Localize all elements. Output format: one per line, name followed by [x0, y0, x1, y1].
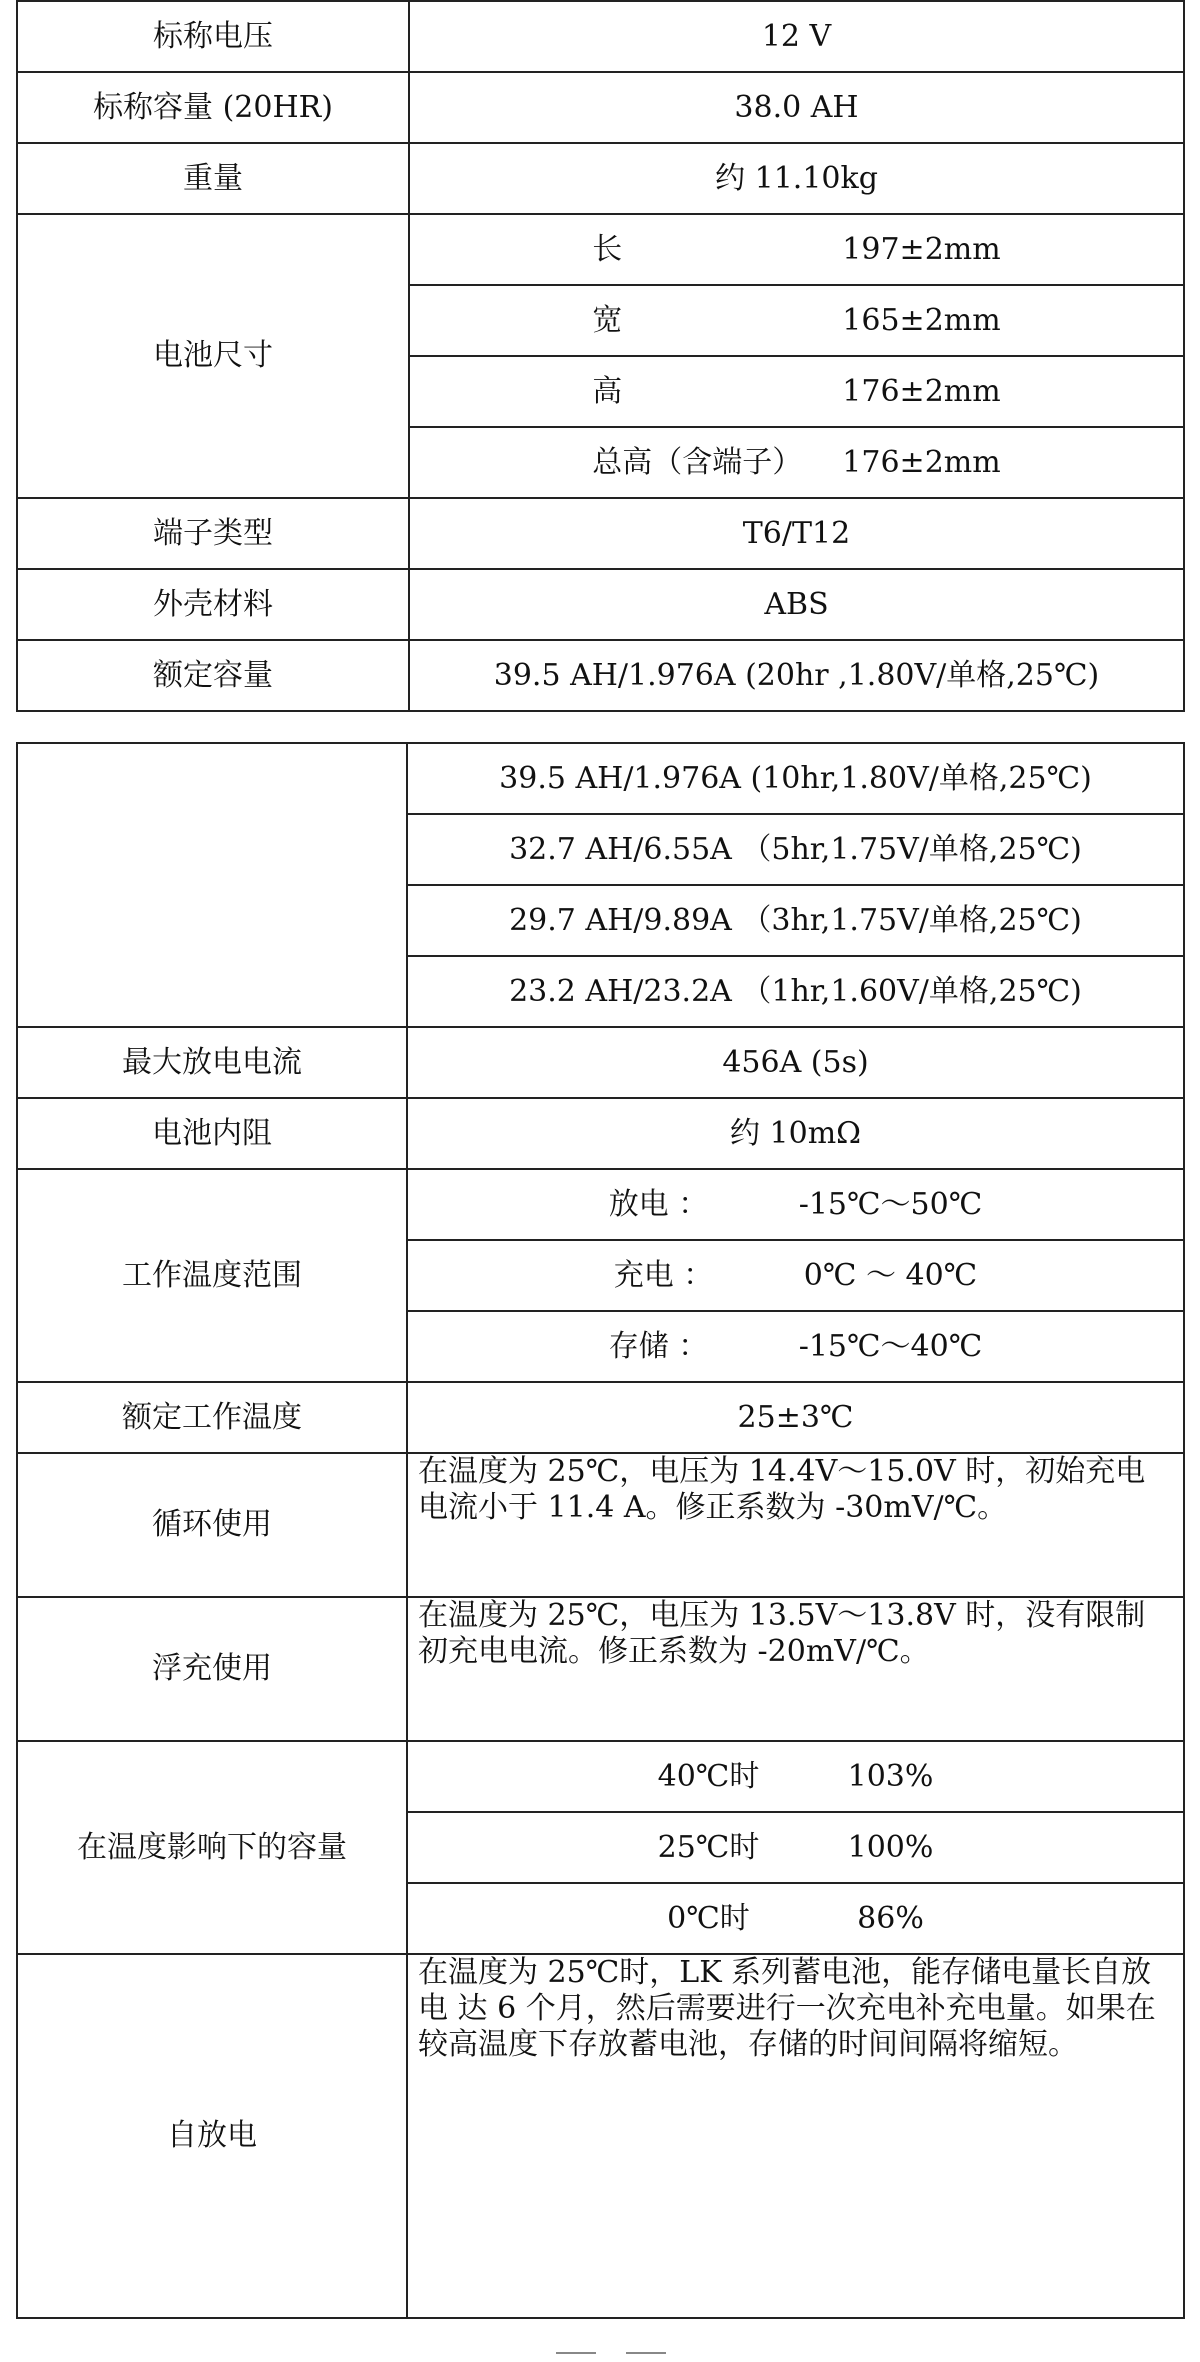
spec-label: 标称电压 — [17, 1, 409, 72]
dimension-cell — [409, 356, 1184, 427]
temp-mode: 存储 ： — [608, 1328, 709, 1364]
temp-range: -15℃～40℃ — [798, 1328, 983, 1364]
spec-label: 端子类型 — [17, 498, 409, 569]
table-row — [17, 143, 1184, 214]
spec-value: ABS — [409, 569, 1184, 640]
temp-mode: 放电 ： — [608, 1186, 709, 1222]
table-row — [17, 72, 1184, 143]
edge-mark — [556, 2352, 596, 2354]
dimension-cell — [409, 214, 1184, 285]
temp-capacity-cell — [407, 1741, 1184, 1812]
operating-temp-label: 工作温度范围 — [17, 1169, 407, 1382]
dimensions-label: 电池尺寸 — [17, 214, 409, 498]
table-row — [17, 569, 1184, 640]
spec-label: 自放电 — [17, 1954, 407, 2318]
table-row — [17, 1597, 1184, 1741]
temp-range: 0℃ ～ 40℃ — [803, 1257, 978, 1293]
rated-capacity-value: 32.7 AH/6.55A （5hr,1.75V/单格,25℃) — [407, 814, 1184, 885]
capacity-temp: 25℃时 — [657, 1829, 760, 1865]
dimension-name: 宽 — [592, 302, 623, 338]
capacity-percent: 103% — [847, 1758, 934, 1794]
table-row — [17, 640, 1184, 711]
capacity-temp: 0℃时 — [667, 1900, 750, 1936]
table-row — [17, 498, 1184, 569]
spec-value: 12 V — [409, 1, 1184, 72]
table-row — [17, 1, 1184, 72]
cycle-use-text: 在温度为 25℃，电压为 14.4V～15.0V 时，初始充电电流小于 11.4 A。修正系数为 -30mV/℃。 — [407, 1453, 1184, 1597]
temp-capacity-label: 在温度影响下的容量 — [17, 1741, 407, 1954]
temp-capacity-cell — [407, 1812, 1184, 1883]
spec-value: 456A (5s) — [407, 1027, 1184, 1098]
battery-spec-table-part1 — [16, 0, 1185, 712]
spec-value: 约 11.10kg — [409, 143, 1184, 214]
table-row — [17, 1453, 1184, 1597]
rated-capacity-value: 39.5 AH/1.976A (10hr,1.80V/单格,25℃) — [407, 743, 1184, 814]
temp-range-cell — [407, 1240, 1184, 1311]
float-use-text: 在温度为 25℃，电压为 13.5V～13.8V 时，没有限制初充电电流。修正系数为 -20mV/℃。 — [407, 1597, 1184, 1741]
temp-mode: 充电 ： — [613, 1257, 714, 1293]
rated-capacity-value: 29.7 AH/9.89A （3hr,1.75V/单格,25℃) — [407, 885, 1184, 956]
page-edge-marks — [16, 2350, 1183, 2362]
temp-capacity-cell — [407, 1883, 1184, 1954]
dimension-name: 总高（含端子） — [592, 444, 803, 480]
spec-value: 39.5 AH/1.976A (20hr ,1.80V/单格,25℃) — [409, 640, 1184, 711]
dimension-name: 高 — [592, 373, 623, 409]
dimension-cell — [409, 427, 1184, 498]
spec-value: 38.0 AH — [409, 72, 1184, 143]
table-row — [17, 743, 1184, 814]
dimension-name: 长 — [592, 231, 623, 267]
spec-label: 最大放电电流 — [17, 1027, 407, 1098]
spec-label: 标称容量 (20HR) — [17, 72, 409, 143]
table-row — [17, 1741, 1184, 1812]
rated-capacity-continued-label — [17, 743, 407, 1027]
table-row — [17, 1027, 1184, 1098]
edge-mark — [626, 2352, 666, 2354]
spec-label: 重量 — [17, 143, 409, 214]
capacity-temp: 40℃时 — [657, 1758, 760, 1794]
table-row — [17, 1382, 1184, 1453]
spec-label: 循环使用 — [17, 1453, 407, 1597]
temp-range: -15℃～50℃ — [798, 1186, 983, 1222]
table-row — [17, 1954, 1184, 2318]
spec-label: 外壳材料 — [17, 569, 409, 640]
spec-value: T6/T12 — [409, 498, 1184, 569]
temp-range-cell — [407, 1311, 1184, 1382]
battery-spec-table-part2 — [16, 742, 1185, 2319]
table-row — [17, 214, 1184, 285]
temp-range-cell — [407, 1169, 1184, 1240]
table-row — [17, 1098, 1184, 1169]
spec-label: 额定容量 — [17, 640, 409, 711]
spec-label: 额定工作温度 — [17, 1382, 407, 1453]
rated-capacity-value: 23.2 AH/23.2A （1hr,1.60V/单格,25℃) — [407, 956, 1184, 1027]
spec-label: 浮充使用 — [17, 1597, 407, 1741]
dimension-value: 197±2mm — [842, 231, 1001, 267]
dimension-value: 165±2mm — [842, 302, 1001, 338]
spec-label: 电池内阻 — [17, 1098, 407, 1169]
dimension-value: 176±2mm — [842, 373, 1001, 409]
spec-value: 约 10mΩ — [407, 1098, 1184, 1169]
dimension-cell — [409, 285, 1184, 356]
capacity-percent: 86% — [857, 1900, 924, 1936]
table-row — [17, 1169, 1184, 1240]
dimension-value: 176±2mm — [842, 444, 1001, 480]
spec-value: 25±3℃ — [407, 1382, 1184, 1453]
capacity-percent: 100% — [847, 1829, 934, 1865]
self-discharge-text: 在温度为 25℃时，LK 系列蓄电池，能存储电量长自放电 达 6 个月，然后需要进行一次充电补充电量。如果在较高温度下存放蓄电池，存储的时间间隔将缩短。 — [407, 1954, 1184, 2318]
